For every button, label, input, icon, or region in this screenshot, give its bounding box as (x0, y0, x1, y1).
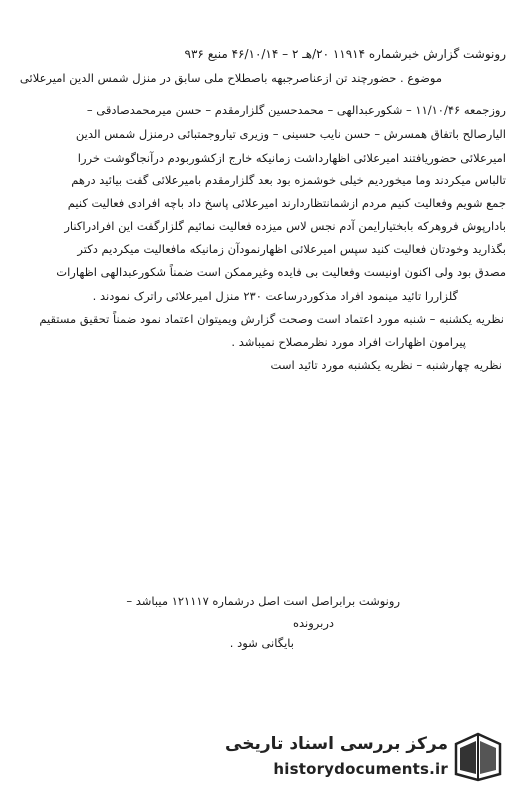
watermark-name: مرکز بررسی اسناد تاریخی (225, 734, 448, 754)
body-line: جمع شویم وفعالیت کنیم مردم ازشمانتظاردارند امیرعلائی پاسخ داد باچه افرادی فعالیت کنیم (67, 196, 506, 210)
body-line: پیرامون اظهارات افراد مورد نظرمصلاح نمیباشد . (231, 335, 466, 349)
body-line: نظریه یکشنبه – شنبه مورد اعتماد است وصحت گزارش ویمیتوان اعتماد نمود ضمناً تحقیق مستقیم (39, 312, 504, 326)
body-line: الیارصالح باتفاق همسرش – حسن نایب حسینی – وزیری تیاروجمتبائی درمنزل شمس الدین (75, 127, 506, 141)
book-icon (450, 730, 506, 782)
copy-note: رونوشت برابراصل است اصل درشماره ۱۲۱۱۱۷ میباشد – (126, 594, 400, 608)
body-line: روزجمعه ۱۱/۱۰/۴۶ – شکورعبدالهی – محمدحسین گلزارمقدم – حسن میرمحمدصادقی – (86, 103, 506, 117)
body-line: بادارپوش فروهرکه بابختیارایمن آدم نجس لاس میزده فعالیت نمائیم گلزارگفت این افرادراکنار (64, 219, 506, 233)
recipients-line: دربرونده (292, 616, 334, 630)
body-line: گلزاررا تائید مینمود افراد مذکوردرساعت ۲۳۰ منزل امیرعلائی راترک نمودند . (92, 289, 458, 303)
archive-line: بایگانی شود . (229, 636, 294, 650)
report-header-line: رونوشت گزارش خبرشماره ۱۱۹۱۴ ۲۰/هـ ۲ – ۴۶/۱۰/۱۴ منبع ۹۳۶ (184, 47, 506, 61)
watermark-logo (225, 728, 518, 788)
body-line: تالباس میکردند وما میخوردیم خیلی خوشمزه بود بعد گلزارمقدم بامیرعلائی گفت بیائید درهم (71, 173, 506, 187)
body-line: امیرعلائی حضوریافتند امیرعلائی اظهارداشت زمانیکه خارج ازکشوربودم درآنجاگوشت خررا (77, 151, 506, 165)
body-line: بگذارید وخودتان فعالیت کنید سپس امیرعلائی اظهارنمودآن زمانیکه مافعالیت میکردیم دکتر (77, 242, 506, 256)
body-line: نظریه چهارشنبه – نظریه یکشنبه مورد تائید است (270, 358, 502, 372)
watermark-url: historydocuments.ir (273, 760, 448, 778)
report-subject: موضوع . حضورچند تن ازعناصرجبهه باصطلاح ملی سابق در منزل شمس الدین امیرعلائی (19, 71, 442, 85)
body-line: مصدق بود ولی اکنون اونیست وفعالیت بی فایده وغیرممکن است ضمناً شکورعبدالهی اظهارات (56, 265, 506, 279)
